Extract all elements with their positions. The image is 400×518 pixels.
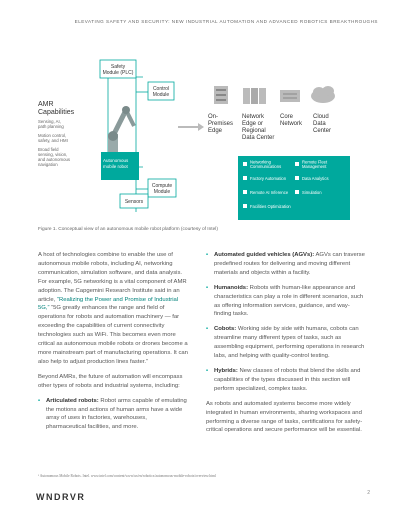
bullet-text: AGVs can traverse predefined routes for delivering and moving different materials and objects within a facility. xyxy=(214,252,365,276)
bullet-dot: • xyxy=(206,367,209,374)
col-network-2: Edge or xyxy=(242,121,264,127)
bullet-text: Robot arms capable of emulating the motions and actions of human arms have a wide array of uses in factories, warehouses, pharmaceutical facilities, and more. xyxy=(46,397,187,431)
service-analytics: Data Analytics xyxy=(302,176,329,181)
service-inference: Remote AI Inference xyxy=(250,190,289,195)
figure-diagram xyxy=(38,52,368,227)
paragraph-5g xyxy=(38,251,188,367)
analytics-icon xyxy=(295,176,299,180)
amr-item-3c: and autonomous xyxy=(38,157,71,162)
amr-platform-figure xyxy=(38,52,368,227)
bullet-articulated xyxy=(38,397,188,433)
bullet-dot: • xyxy=(206,252,209,258)
networking-icon xyxy=(243,162,247,166)
col-core-1: Core xyxy=(280,114,294,120)
bullet-text: Robots with human-like appearance and characteristics can play a role in different scenarios, such as offering information services, guidance, and way-finding tasks. xyxy=(214,284,364,318)
figure-caption: Figure 1. Conceptual view of an autonomous mobile robot platform (courtesy of Intel) xyxy=(38,227,218,232)
right-column xyxy=(206,251,366,441)
bullet-agv xyxy=(206,251,366,278)
capgemini-article-link[interactable]: “Realizing the Power and Promise of Industrial 5G,” xyxy=(38,296,179,312)
col-cloud-3: Center xyxy=(313,128,332,134)
footnote: ¹ Autonomous Mobile Robots. Intel. www.intel.com/content/www/us/en/robotics/autonomous-mobile-robots/overview.html xyxy=(38,474,216,478)
amr-item-3b: sensing, vision, xyxy=(38,152,68,157)
col-on-prem-1: On- xyxy=(208,114,219,120)
control-module-label-2: Module xyxy=(152,92,170,98)
safety-module-label-2: Module (PLC) xyxy=(102,70,134,76)
fleet-icon xyxy=(295,162,299,166)
amr-title-2: Capabilities xyxy=(38,109,75,116)
amr-title-1: AMR xyxy=(38,101,54,108)
bullet-term: Cobots: xyxy=(214,326,237,333)
bullet-dot: • xyxy=(206,284,209,291)
bullet-term: Articulated robots: xyxy=(46,397,99,404)
col-network-3: Regional xyxy=(242,128,266,134)
service-networking-1: Networking xyxy=(250,159,271,165)
bullet-text: Working side by side with humans, cobots can streamline many different types of tasks, such as assembling equipment, performing operations in research labs, and helping with quality-control testing. xyxy=(214,326,365,360)
compute-module-label-1: Compute xyxy=(151,183,173,189)
amr-item-1a: Sensing, AI, xyxy=(38,119,61,124)
page-number: 2 xyxy=(367,490,370,496)
brand-logo: WNDRVR xyxy=(36,492,86,502)
amr-item-3a: Broad field xyxy=(38,147,59,152)
running-header: ELEVATING SAFETY AND SECURITY: NEW INDUSTRIAL AUTOMATION AND ADVANCED ROBOTICS BREAKTHROUGHS xyxy=(74,19,378,24)
service-networking-2: Communications xyxy=(250,164,282,169)
bullet-dot: • xyxy=(206,326,209,333)
bullet-term: Humanoids: xyxy=(214,284,249,291)
inference-icon xyxy=(243,190,247,194)
amr-item-3d: navigation xyxy=(38,162,58,167)
col-on-prem-3: Edge xyxy=(208,128,223,134)
col-network-1: Network xyxy=(242,114,265,120)
amr-item-1b: path planning xyxy=(38,124,64,129)
core-network-icon xyxy=(280,90,300,102)
facilities-icon xyxy=(243,204,247,208)
amr-item-2b: safety, and HMI xyxy=(38,138,68,143)
control-module-label-1: Control xyxy=(152,86,170,92)
paragraph-beyond: Beyond AMRs, the future of automation will encompass other types of robots and industrial systems, including: xyxy=(38,373,183,389)
sensors-label: Sensors xyxy=(124,199,144,205)
factory-icon xyxy=(243,176,247,180)
paragraph-certifications: As robots and automated systems become more widely integrated in human environments, sharing workspaces and performing a diverse range of tasks, certifications for safety-critical operations and secure performance will be essential. xyxy=(206,400,363,434)
col-on-prem-2: Premises xyxy=(208,121,234,127)
left-column xyxy=(38,251,188,438)
bullet-humanoids xyxy=(206,284,366,320)
col-network-4: Data Center xyxy=(242,135,275,141)
bullet-cobots xyxy=(206,325,366,361)
service-factory: Factory Automation xyxy=(250,176,287,181)
server-rack-icon xyxy=(214,86,228,104)
p1-text-a: A host of technologies combine to enable the use of autonomous mobile robots, including AI, networking communication, simulation software, and data analysis. For example, 5G networking is a vital component of AMR adoption. The Capgemini Research Institute said in an article, xyxy=(38,252,187,303)
safety-module-label-1: Safety xyxy=(110,64,126,70)
col-cloud-2: Data xyxy=(313,121,326,127)
bullet-term: Hybrids: xyxy=(214,367,238,374)
network-servers-icon xyxy=(243,88,266,104)
simulation-icon xyxy=(295,190,299,194)
col-cloud-1: Cloud xyxy=(313,114,329,120)
service-simulation: Simulation xyxy=(302,190,322,195)
service-facilities: Facilities Optimization xyxy=(250,204,291,209)
bullet-hybrids xyxy=(206,367,366,394)
compute-module-label-2: Module xyxy=(153,189,171,195)
service-fleet-1: Remote Fleet xyxy=(302,159,328,165)
bullet-term: Automated guided vehicles (AGVs): xyxy=(214,252,315,258)
bullet-text: New classes of robots that blend the skills and capabilities of the types discussed in this section will perform specialized, complex tasks. xyxy=(214,367,361,392)
robot-label-1: Autonomous xyxy=(103,158,129,163)
col-core-2: Network xyxy=(280,121,303,127)
p1-text-b: “5G greatly enhances the range and field of operations for robots and automation machinery — far exceeding the capabilities of current connectivity technologies such as WiFi. This becomes even more critical as autonomous mobile robots or drones become a more mainstream part of manufacturing operations. It can also help to adjust production lines faster.” xyxy=(38,305,188,365)
service-fleet-2: Management xyxy=(302,164,327,169)
cloud-icon xyxy=(311,86,335,103)
amr-item-2a: Motion control, xyxy=(38,133,67,138)
bullet-dot: • xyxy=(38,397,41,404)
robot-label-2: mobile robot xyxy=(103,164,128,169)
